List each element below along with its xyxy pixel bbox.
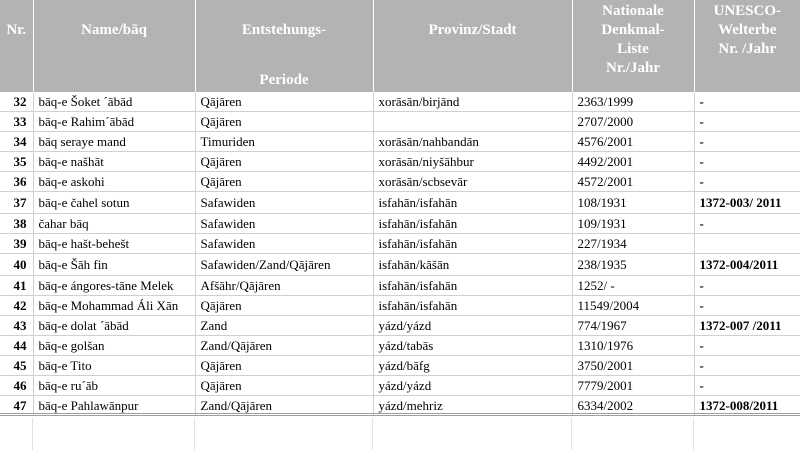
garden-name: bāq seraye mand — [33, 132, 195, 152]
unesco-entry: - — [694, 336, 800, 356]
unesco-entry: - — [694, 376, 800, 396]
table-row — [0, 336, 800, 356]
table-row — [0, 296, 800, 316]
garden-name: čahar bāq — [33, 214, 195, 234]
national-list-entry: 11549/2004 — [572, 296, 694, 316]
header-province: Provinz/Stadt — [373, 0, 572, 92]
national-list-entry: 109/1931 — [572, 214, 694, 234]
row-number: 44 — [0, 336, 33, 356]
province-city: yázd/yázd — [373, 376, 572, 396]
period: Safawiden — [195, 214, 373, 234]
row-number: 43 — [0, 316, 33, 336]
period: Zand — [195, 316, 373, 336]
row-number: 38 — [0, 214, 33, 234]
national-list-entry: 4576/2001 — [572, 132, 694, 152]
garden-name: bāq-e hašt-behešt — [33, 234, 195, 254]
period: Qājāren — [195, 152, 373, 172]
national-list-entry: 227/1934 — [572, 234, 694, 254]
period: Qājāren — [195, 376, 373, 396]
table-bottom-separator — [0, 413, 800, 416]
garden-name: bāq-e Šāh fin — [33, 254, 195, 276]
table-row — [0, 254, 800, 276]
period: Afšāhr/Qājāren — [195, 276, 373, 296]
garden-name: bāq-e Rahim´ābād — [33, 112, 195, 132]
province-city — [373, 112, 572, 132]
garden-name: bāq-e golšan — [33, 336, 195, 356]
province-city: yázd/bāfg — [373, 356, 572, 376]
period: Qājāren — [195, 172, 373, 192]
table-row — [0, 132, 800, 152]
province-city: yázd/yázd — [373, 316, 572, 336]
period: Timuriden — [195, 132, 373, 152]
row-number: 34 — [0, 132, 33, 152]
national-list-entry: 7779/2001 — [572, 376, 694, 396]
unesco-entry: - — [694, 112, 800, 132]
province-city: xorāsān/nahbandān — [373, 132, 572, 152]
table-row — [0, 234, 800, 254]
period: Safawiden — [195, 192, 373, 214]
garden-name: bāq-e Šoket ´ābād — [33, 92, 195, 112]
garden-name: bāq-e čahel sotun — [33, 192, 195, 214]
unesco-entry: 1372-004/2011 — [694, 254, 800, 276]
unesco-entry: - — [694, 296, 800, 316]
national-list-entry: 4572/2001 — [572, 172, 694, 192]
province-city: isfahān/isfahān — [373, 192, 572, 214]
province-city: yázd/tabās — [373, 336, 572, 356]
table-row — [0, 112, 800, 132]
row-number: 47 — [0, 396, 33, 416]
header-nr: Nr. — [0, 0, 33, 92]
province-city: isfahān/isfahān — [373, 214, 572, 234]
garden-name: bāq-e ru´āb — [33, 376, 195, 396]
row-number: 40 — [0, 254, 33, 276]
province-city: isfahān/isfahān — [373, 276, 572, 296]
row-number: 37 — [0, 192, 33, 214]
national-list-entry: 2707/2000 — [572, 112, 694, 132]
row-number: 42 — [0, 296, 33, 316]
national-list-entry: 3750/2001 — [572, 356, 694, 376]
unesco-entry: - — [694, 356, 800, 376]
national-list-entry: 2363/1999 — [572, 92, 694, 112]
national-list-entry: 108/1931 — [572, 192, 694, 214]
table-row — [0, 356, 800, 376]
row-number: 32 — [0, 92, 33, 112]
unesco-entry: - — [694, 132, 800, 152]
unesco-entry: - — [694, 172, 800, 192]
table-row — [0, 376, 800, 396]
unesco-entry: - — [694, 276, 800, 296]
header-unesco: UNESCO- Welterbe Nr. /Jahr — [694, 0, 800, 92]
unesco-entry: 1372-008/2011 — [694, 396, 800, 416]
unesco-entry: 1372-003/ 2011 — [694, 192, 800, 214]
period: Safawiden/Zand/Qājāren — [195, 254, 373, 276]
garden-name: bāq-e našhāt — [33, 152, 195, 172]
province-city: isfahān/isfahān — [373, 296, 572, 316]
national-list-entry: 6334/2002 — [572, 396, 694, 416]
garden-name: bāq-e Pahlawānpur — [33, 396, 195, 416]
header-period-line1: Entstehungs- — [241, 22, 327, 38]
unesco-entry: - — [694, 152, 800, 172]
period: Qājāren — [195, 112, 373, 132]
period: Qājāren — [195, 296, 373, 316]
period: Qājāren — [195, 356, 373, 376]
row-number: 35 — [0, 152, 33, 172]
row-number: 41 — [0, 276, 33, 296]
table-row — [0, 152, 800, 172]
national-list-entry: 1252/ - — [572, 276, 694, 296]
province-city: isfahān/isfahān — [373, 234, 572, 254]
header-name: Name/bāq — [33, 0, 195, 92]
garden-name: bāq-e Tito — [33, 356, 195, 376]
period: Zand/Qājāren — [195, 336, 373, 356]
header-period-line2: Periode — [259, 72, 309, 88]
row-number: 36 — [0, 172, 33, 192]
table-row — [0, 92, 800, 112]
header-row — [0, 0, 800, 92]
province-city: yázd/mehriz — [373, 396, 572, 416]
national-list-entry: 238/1935 — [572, 254, 694, 276]
period: Safawiden — [195, 234, 373, 254]
garden-name: bāq-e dolat ´ābād — [33, 316, 195, 336]
unesco-entry: - — [694, 92, 800, 112]
table-row — [0, 172, 800, 192]
row-number: 46 — [0, 376, 33, 396]
province-city: xorāsān/birjānd — [373, 92, 572, 112]
table-row — [0, 316, 800, 336]
province-city: xorāsān/niyšāhbur — [373, 152, 572, 172]
unesco-entry: 1372-007 /2011 — [694, 316, 800, 336]
province-city: xorāsān/scbsevār — [373, 172, 572, 192]
garden-name: bāq-e Mohammad Áli Xān — [33, 296, 195, 316]
header-period — [195, 0, 373, 92]
garden-name: bāq-e ángores-tāne Melek — [33, 276, 195, 296]
national-list-entry: 4492/2001 — [572, 152, 694, 172]
table-row — [0, 276, 800, 296]
row-number: 39 — [0, 234, 33, 254]
empty-trailing-row — [0, 418, 800, 450]
national-list-entry: 1310/1976 — [572, 336, 694, 356]
table-row — [0, 214, 800, 234]
unesco-entry: - — [694, 214, 800, 234]
period: Zand/Qājāren — [195, 396, 373, 416]
garden-name: bāq-e askohi — [33, 172, 195, 192]
national-list-entry: 774/1967 — [572, 316, 694, 336]
header-national-list: Nationale Denkmal- Liste Nr./Jahr — [572, 0, 694, 92]
row-number: 45 — [0, 356, 33, 376]
province-city: isfahān/kāšān — [373, 254, 572, 276]
unesco-entry — [694, 234, 800, 254]
period: Qājāren — [195, 92, 373, 112]
row-number: 33 — [0, 112, 33, 132]
table-body — [0, 92, 800, 416]
table-row — [0, 192, 800, 214]
